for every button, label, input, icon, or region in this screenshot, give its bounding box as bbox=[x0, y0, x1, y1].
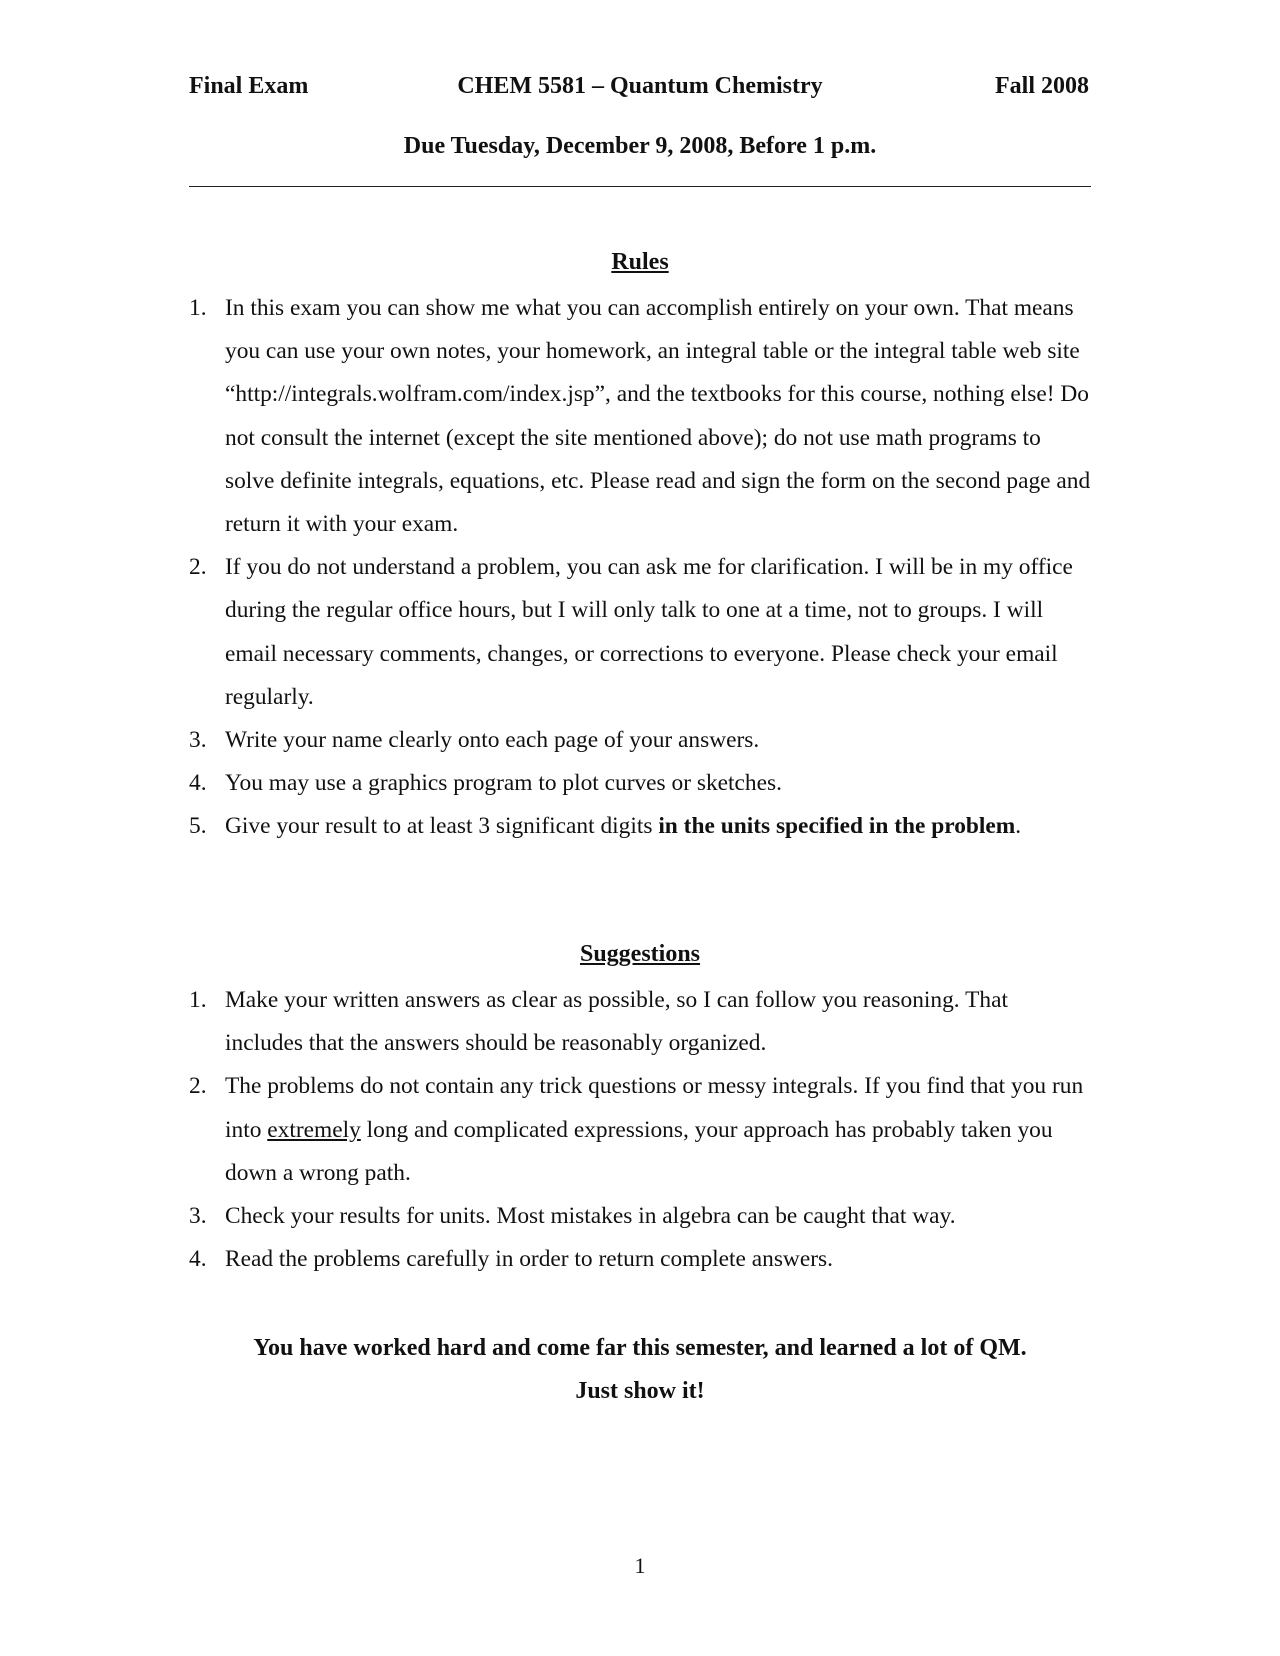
suggestion-text: Check your results for units. Most mistakes in algebra can be caught that way. bbox=[225, 1203, 956, 1230]
header-course-title: CHEM 5581 – Quantum Chemistry bbox=[457, 73, 823, 99]
rule-number: 4. bbox=[189, 770, 207, 797]
suggestion-number: 1. bbox=[189, 987, 207, 1013]
suggestion-number: 2. bbox=[189, 1073, 207, 1100]
closing-line-2: Just show it! bbox=[575, 1378, 705, 1405]
rule-text-end: . bbox=[1015, 813, 1022, 840]
rule-number: 5. bbox=[189, 813, 207, 840]
rule-text-emphasis: in the units specified in the problem bbox=[658, 813, 1016, 840]
rule-number: 1. bbox=[189, 295, 207, 321]
rules-list bbox=[189, 287, 1091, 849]
suggestion-item bbox=[189, 1065, 1091, 1195]
rule-number: 3. bbox=[189, 727, 207, 754]
closing-message bbox=[0, 1327, 1280, 1413]
rule-item bbox=[189, 546, 1091, 719]
suggestion-text-emphasis: extremely bbox=[267, 1116, 361, 1143]
header-exam-type: Final Exam bbox=[189, 73, 309, 99]
suggestion-item bbox=[189, 1238, 1091, 1281]
suggestion-item bbox=[189, 979, 1091, 1065]
rules-heading: Rules bbox=[611, 249, 669, 275]
suggestion-item bbox=[189, 1195, 1091, 1238]
rule-item bbox=[189, 762, 1091, 805]
suggestions-list bbox=[189, 979, 1091, 1281]
suggestion-text: Read the problems carefully in order to return complete answers. bbox=[225, 1246, 833, 1273]
suggestion-number: 4. bbox=[189, 1246, 207, 1273]
suggestion-number: 3. bbox=[189, 1203, 207, 1230]
suggestion-text: The problems do not contain any trick questions or messy integrals. If you find that you run into bbox=[225, 1073, 1084, 1143]
rule-item bbox=[189, 287, 1091, 546]
page-number: 1 bbox=[634, 1553, 646, 1578]
rule-item bbox=[189, 719, 1091, 762]
suggestion-text: Make your written answers as clear as possible, so I can follow you reasoning. That includes that the answers should be reasonably organized. bbox=[225, 987, 1008, 1057]
rule-text: If you do not understand a problem, you can ask me for clarification. I will be in my office during the regular office hours, but I will only talk to one at a time, not to groups. I will email necessary comments, changes, or corrections to everyone. Please check your email regularly. bbox=[225, 554, 1073, 710]
header-divider bbox=[189, 186, 1091, 187]
header-semester: Fall 2008 bbox=[995, 73, 1089, 99]
rule-item bbox=[189, 805, 1091, 848]
rule-text: You may use a graphics program to plot curves or sketches. bbox=[225, 770, 782, 797]
rule-text: Write your name clearly onto each page of your answers. bbox=[225, 727, 760, 754]
due-date: Due Tuesday, December 9, 2008, Before 1 p.m. bbox=[403, 133, 877, 159]
closing-line-1: You have worked hard and come far this semester, and learned a lot of QM. bbox=[253, 1335, 1027, 1361]
rule-text: Give your result to at least 3 significant digits bbox=[225, 813, 659, 840]
rule-text: In this exam you can show me what you can accomplish entirely on your own. That means you can use your own notes, your homework, an integral table or the integral table web site “http://integrals.wolfram.com/index.jsp”, and the textbooks for this course, nothing else! Do not consult the internet (except the site mentioned above); do not use math programs to solve definite integrals, equations, etc. Please read and sign the form on the second page and return it with your exam. bbox=[225, 295, 1091, 538]
suggestion-text-end: long and complicated expressions, your approach has probably taken you down a wrong path. bbox=[225, 1116, 1053, 1186]
suggestions-heading: Suggestions bbox=[579, 941, 701, 967]
rule-number: 2. bbox=[189, 554, 207, 581]
